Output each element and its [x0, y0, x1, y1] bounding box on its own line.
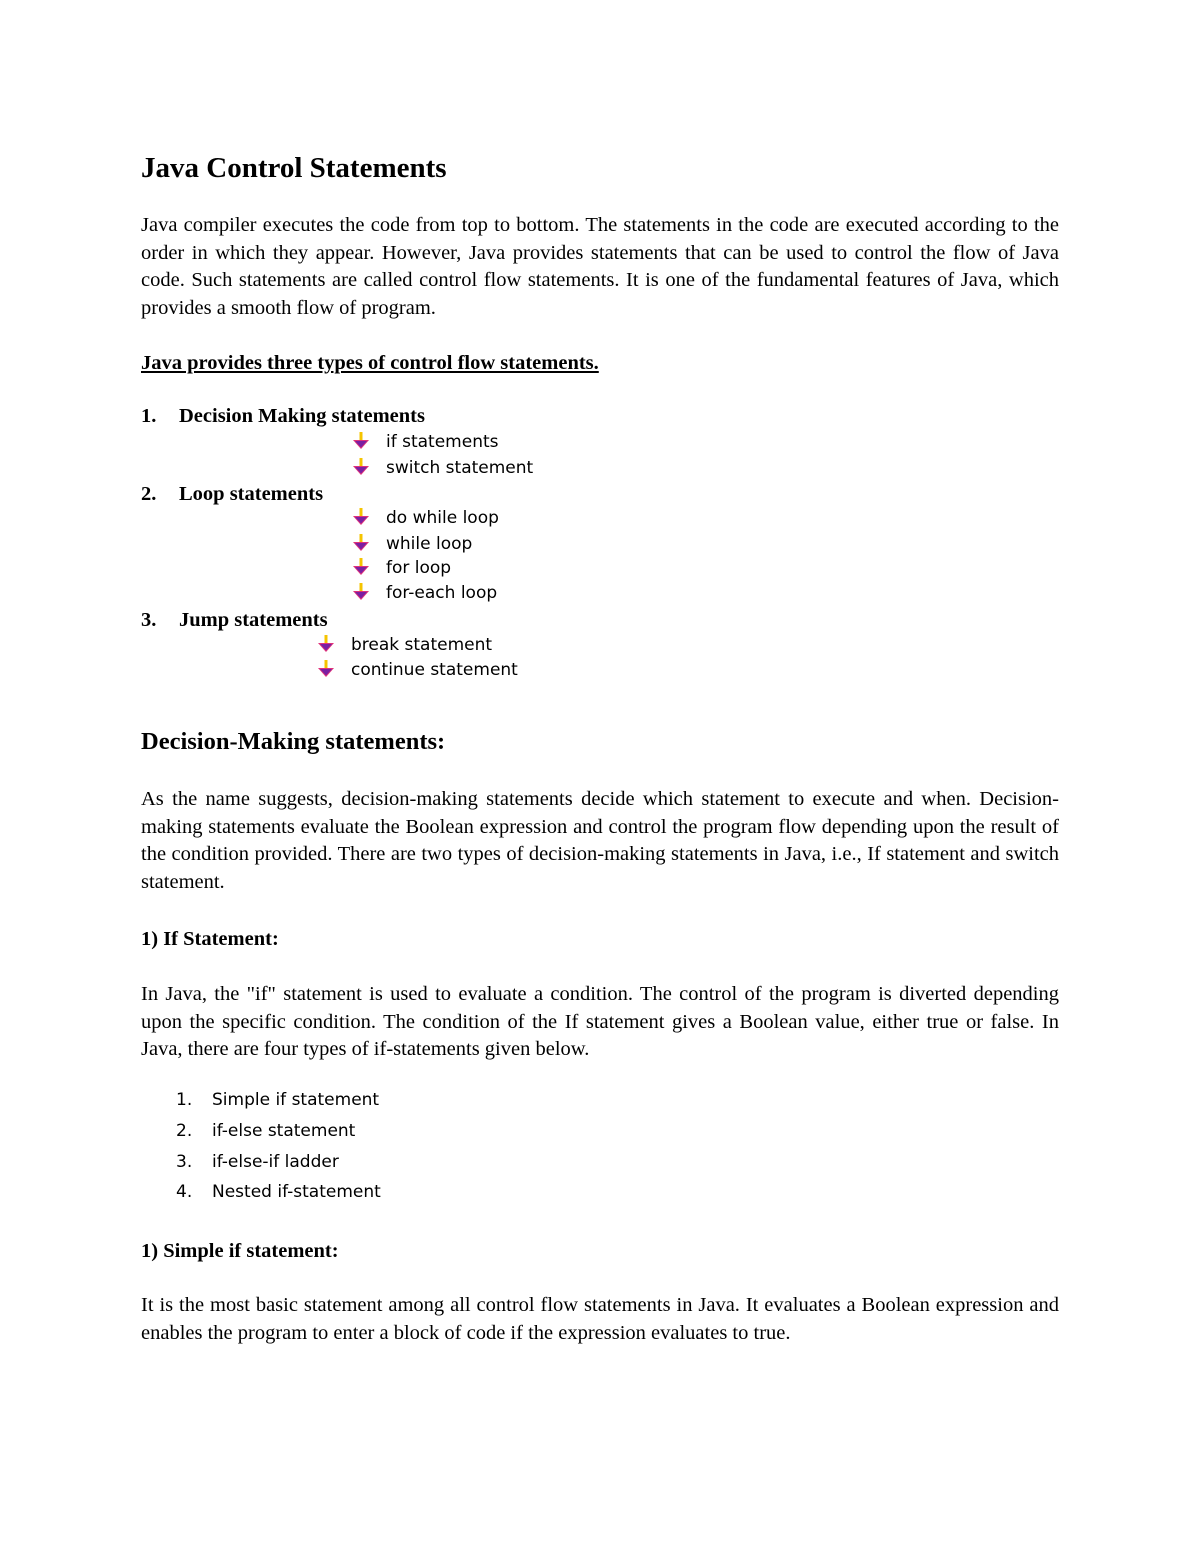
- if-type-number: 3.: [176, 1152, 193, 1172]
- page-title: Java Control Statements: [141, 152, 447, 184]
- arrow-down-icon: [352, 583, 370, 601]
- list-item: [352, 582, 497, 604]
- if-type-number: 4.: [176, 1182, 193, 1202]
- if-type-item: [176, 1089, 379, 1111]
- if-type-label: if-else statement: [212, 1121, 356, 1141]
- list-item: [352, 431, 499, 453]
- intro-paragraph: Java compiler executes the code from top to bottom. The statements in the code are executed according to the order in which they appear. However, Java provides statements that can be used to control the flow of Java code. Such statements are called control flow statements. It is one of the fundamental features of Java, which provides a smooth flow of program.: [141, 214, 1059, 319]
- list-item: [352, 557, 451, 579]
- category-number: 2.: [141, 483, 157, 505]
- arrow-down-icon: [317, 660, 335, 678]
- types-heading: Java provides three types of control flow statements.: [141, 352, 599, 374]
- simple-if-paragraph: It is the most basic statement among all control flow statements in Java. It evaluates a Boolean expression and enables the program to enter a block of code if the expression evaluates to true.: [141, 1294, 1059, 1344]
- category-number: 1.: [141, 405, 157, 427]
- list-item-label: break statement: [351, 635, 493, 655]
- list-item-label: continue statement: [351, 660, 518, 680]
- list-item-label: if statements: [386, 432, 499, 452]
- list-item: [352, 507, 499, 529]
- category-decision-making: [141, 403, 425, 429]
- list-item-label: switch statement: [386, 458, 534, 478]
- arrow-down-icon: [352, 432, 370, 450]
- list-item-label: do while loop: [386, 508, 499, 528]
- if-type-label: Nested if-statement: [212, 1182, 381, 1202]
- if-type-item: [176, 1120, 355, 1142]
- arrow-down-icon: [317, 635, 335, 653]
- decision-making-heading: Decision-Making statements:: [141, 728, 446, 755]
- list-item-label: for loop: [386, 558, 452, 578]
- if-type-label: if-else-if ladder: [212, 1152, 339, 1172]
- arrow-down-icon: [352, 508, 370, 526]
- list-item: [352, 533, 472, 555]
- category-label: Decision Making statements: [179, 405, 425, 427]
- arrow-down-icon: [352, 558, 370, 576]
- list-item: [352, 457, 533, 479]
- if-statement-paragraph: In Java, the "if" statement is used to evaluate a condition. The control of the program is diverted depending upon the specific condition. The condition of the If statement gives a Boolean value, either true or false. In Java, there are four types of if-statements given below.: [141, 983, 1059, 1061]
- category-jump: [141, 607, 328, 633]
- if-type-number: 1.: [176, 1090, 193, 1110]
- category-label: Loop statements: [179, 483, 324, 505]
- category-label: Jump statements: [179, 609, 328, 631]
- arrow-down-icon: [352, 458, 370, 476]
- decision-making-paragraph: As the name suggests, decision-making statements decide which statement to execute and when. Decision-making statements evaluate the Boolean expression and control the program flow depending upon the result of the condition provided. There are two types of decision-making statements in Java, i.e., If statement and switch statement.: [141, 788, 1059, 893]
- list-item-label: while loop: [386, 534, 473, 554]
- list-item: [317, 659, 518, 681]
- if-statement-heading: 1) If Statement:: [141, 928, 279, 950]
- simple-if-heading: 1) Simple if statement:: [141, 1240, 339, 1262]
- arrow-down-icon: [352, 534, 370, 552]
- if-type-number: 2.: [176, 1121, 193, 1141]
- list-item-label: for-each loop: [386, 583, 498, 603]
- if-type-label: Simple if statement: [212, 1090, 380, 1110]
- category-loop: [141, 481, 323, 507]
- list-item: [317, 634, 492, 656]
- if-type-item: [176, 1181, 381, 1203]
- category-number: 3.: [141, 609, 157, 631]
- if-type-item: [176, 1151, 339, 1173]
